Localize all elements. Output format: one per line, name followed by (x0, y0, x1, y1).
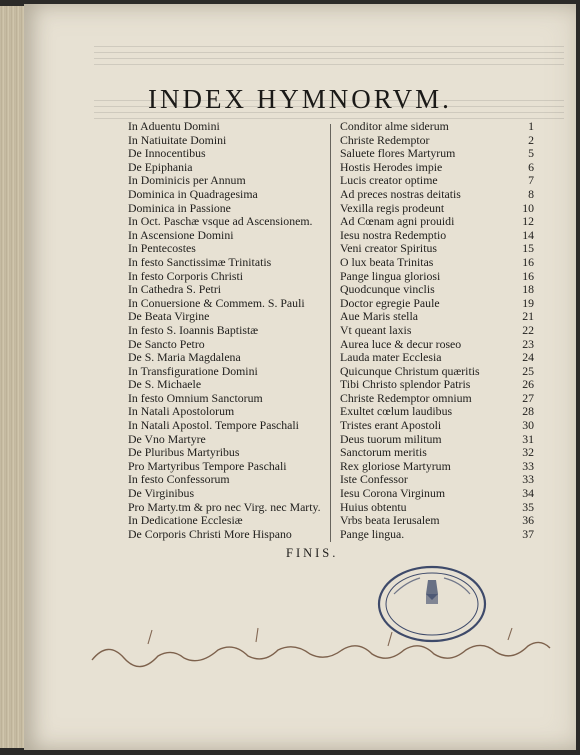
hymn-incipit: Pange lingua. (340, 526, 405, 541)
feast-occasion: In festo S. Ioannis Baptistæ (128, 322, 259, 337)
page-number: 2 (528, 132, 534, 147)
manuscript-signature (88, 620, 558, 680)
index-row (128, 433, 538, 447)
page-number: 37 (522, 526, 534, 541)
hymn-incipit: Sanctorum meritis (340, 445, 427, 460)
page-number: 18 (522, 282, 534, 297)
feast-occasion: In Dedicatione Ecclesiæ (128, 513, 243, 528)
feast-occasion: De Epiphania (128, 159, 193, 174)
page-number: 1 (528, 119, 534, 133)
index-row (128, 392, 538, 406)
feast-occasion: In Pentecostes (128, 241, 196, 256)
hymn-incipit: Rex gloriose Martyrum (340, 458, 451, 473)
feast-occasion: De Sancto Petro (128, 336, 205, 351)
page-number: 33 (522, 458, 534, 473)
page-number: 33 (522, 472, 534, 487)
hymn-incipit: Aurea luce & decur roseo (340, 336, 462, 351)
hymn-incipit: Ad preces nostras deitatis (340, 186, 461, 201)
page-number: 25 (522, 363, 534, 378)
feast-occasion: In Natali Apostolorum (128, 404, 235, 419)
index-row (128, 514, 538, 528)
hymn-incipit: O lux beata Trinitas (340, 254, 434, 269)
page-number: 35 (522, 499, 534, 514)
feast-occasion: De Virginibus (128, 486, 195, 501)
index-row (128, 528, 538, 542)
index-row (128, 487, 538, 501)
hymn-incipit: Iesu Corona Virginum (340, 486, 446, 501)
index-row (128, 405, 538, 419)
feast-occasion: In festo Corporis Christi (128, 268, 244, 283)
hymn-incipit: Exultet cœlum laudibus (340, 404, 453, 419)
index-row (128, 501, 538, 515)
index-row (128, 134, 538, 148)
hymn-incipit: Tristes erant Apostoli (340, 418, 442, 433)
index-row (128, 120, 538, 134)
page-number: 5 (528, 146, 534, 161)
hymn-incipit: Quicunque Christum quæritis (340, 363, 480, 378)
hymn-incipit: Quodcunque vinclis (340, 282, 435, 297)
hymn-incipit: Veni creator Spiritus (340, 241, 437, 256)
index-row (128, 202, 538, 216)
hymn-incipit: Saluete flores Martyrum (340, 146, 456, 161)
index-row (128, 378, 538, 392)
index-row (128, 215, 538, 229)
hymn-incipit: Lucis creator optime (340, 173, 438, 188)
hymn-incipit: Iste Confessor (340, 472, 408, 487)
page-number: 21 (522, 309, 534, 324)
index-row (128, 270, 538, 284)
hymn-incipit: Pange lingua gloriosi (340, 268, 441, 283)
page-number: 27 (522, 390, 534, 405)
feast-occasion: In Ascensione Domini (128, 227, 234, 242)
page-number: 26 (522, 377, 534, 392)
hymn-incipit: Conditor alme siderum (340, 119, 449, 133)
index-row (128, 310, 538, 324)
feast-occasion: In Cathedra S. Petri (128, 282, 222, 297)
feast-occasion: Dominica in Quadragesima (128, 186, 258, 201)
feast-occasion: De Corporis Christi More Hispano (128, 526, 292, 541)
hymn-incipit: Christe Redemptor (340, 132, 430, 147)
hymn-incipit: Aue Maris stella (340, 309, 418, 324)
index-row (128, 188, 538, 202)
feast-occasion: In Dominicis per Annum (128, 173, 246, 188)
index-row (128, 324, 538, 338)
page-number: 14 (522, 227, 534, 242)
page-number: 16 (522, 268, 534, 283)
index-row (128, 229, 538, 243)
index-row (128, 256, 538, 270)
hymn-incipit: Iesu nostra Redemptio (340, 227, 447, 242)
feast-occasion: De S. Maria Magdalena (128, 350, 241, 365)
page-number: 16 (522, 254, 534, 269)
page-number: 32 (522, 445, 534, 460)
index-row (128, 446, 538, 460)
page-number: 12 (522, 214, 534, 229)
page-number: 36 (522, 513, 534, 528)
hymn-incipit: Vrbs beata Ierusalem (340, 513, 440, 528)
feast-occasion: De Vno Martyre (128, 431, 206, 446)
hymn-incipit: Lauda mater Ecclesia (340, 350, 442, 365)
page-number: 8 (528, 186, 534, 201)
hymn-incipit: Vexilla regis prodeunt (340, 200, 445, 215)
page-number: 31 (522, 431, 534, 446)
feast-occasion: In festo Confessorum (128, 472, 230, 487)
hymn-incipit: Tibi Christo splendor Patris (340, 377, 471, 392)
feast-occasion: Pro Marty.tm & pro nec Virg. nec Marty. (128, 499, 321, 514)
index-row (128, 161, 538, 175)
index-title: INDEX HYMNORVM. (148, 84, 452, 114)
page-number: 7 (528, 173, 534, 188)
index-row (128, 351, 538, 365)
hymn-index-table (128, 120, 538, 541)
page-number: 22 (522, 322, 534, 337)
feast-occasion: In Conuersione & Commem. S. Pauli (128, 295, 305, 310)
index-row (128, 297, 538, 311)
index-row (128, 419, 538, 433)
feast-occasion: De Pluribus Martyribus (128, 445, 240, 460)
index-row (128, 147, 538, 161)
page-number: 34 (522, 486, 534, 501)
feast-occasion: In Transfiguratione Domini (128, 363, 258, 378)
hymn-incipit: Christe Redemptor omnium (340, 390, 472, 405)
feast-occasion: De S. Michaele (128, 377, 202, 392)
index-row (128, 338, 538, 352)
index-row (128, 365, 538, 379)
page-number: 24 (522, 350, 534, 365)
hymn-incipit: Deus tuorum militum (340, 431, 442, 446)
page-number: 19 (522, 295, 534, 310)
page-number: 6 (528, 159, 534, 174)
feast-occasion: In Aduentu Domini (128, 119, 220, 133)
hymn-incipit: Ad Cœnam agni prouidi (340, 214, 455, 229)
feast-occasion: In Natiuitate Domini (128, 132, 227, 147)
feast-occasion: In festo Omnium Sanctorum (128, 390, 263, 405)
feast-occasion: Pro Martyribus Tempore Paschali (128, 458, 287, 473)
page-number: 23 (522, 336, 534, 351)
hymn-incipit: Doctor egregie Paule (340, 295, 440, 310)
index-row (128, 473, 538, 487)
index-row (128, 174, 538, 188)
hymn-incipit: Hostis Herodes impie (340, 159, 443, 174)
feast-occasion: In festo Sanctissimæ Trinitatis (128, 254, 272, 269)
feast-occasion: De Beata Virgine (128, 309, 210, 324)
feast-occasion: In Natali Apostol. Tempore Paschali (128, 418, 299, 433)
feast-occasion: In Oct. Paschæ vsque ad Ascensionem. (128, 214, 313, 229)
finis-text: FINIS. (286, 546, 339, 560)
feast-occasion: De Innocentibus (128, 146, 206, 161)
index-row (128, 283, 538, 297)
page-number: 10 (522, 200, 534, 215)
hymn-incipit: Vt queant laxis (340, 322, 412, 337)
feast-occasion: Dominica in Passione (128, 200, 231, 215)
index-row (128, 242, 538, 256)
page-number: 30 (522, 418, 534, 433)
page-number: 15 (522, 241, 534, 256)
index-row (128, 460, 538, 474)
page-number: 28 (522, 404, 534, 419)
hymn-incipit: Huius obtentu (340, 499, 407, 514)
